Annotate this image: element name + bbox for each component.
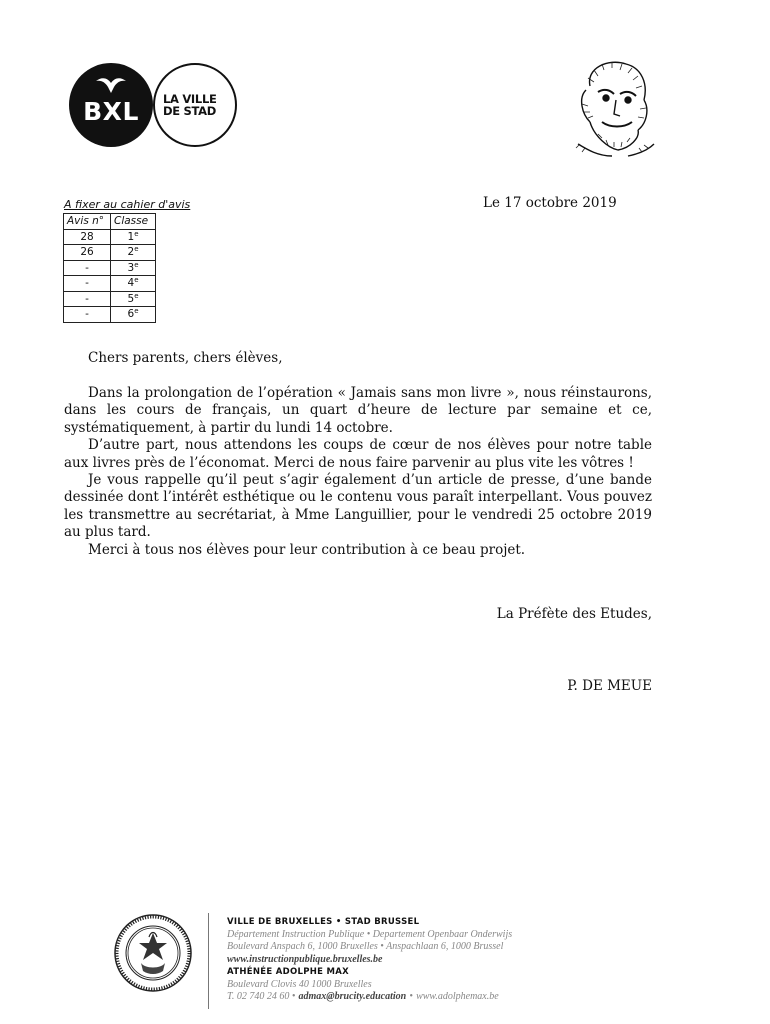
bxl-badge (69, 63, 153, 147)
notice-label: A fixer au cahier d'avis (64, 198, 191, 211)
avis-cell: - (64, 291, 111, 307)
logo-line-1: LA VILLE (163, 92, 217, 106)
city-seal-image (113, 913, 193, 993)
signature-title: La Préfète des Etudes, (496, 606, 652, 622)
table-row (64, 245, 156, 261)
logo-line-2: DE STAD (163, 104, 216, 118)
footer-city: VILLE DE BRUXELLES • STAD BRUSSEL (227, 917, 420, 927)
bird-icon (96, 77, 126, 93)
footer-school: ATHÉNÉE ADOLPHE MAX (227, 967, 349, 977)
avis-cell: - (64, 260, 111, 276)
avis-cell: - (64, 276, 111, 292)
paragraph: Je vous rappelle qu’il peut s’agir également d’un article de presse, d’une bande dessinée dont l’intérêt esthétique ou le contenu vous paraît interpellant. Vous pouvez les transmettre au secrétariat, à Mme Languillier, pour le vendredi 25 octobre 2019 au plus tard. (64, 472, 652, 541)
table-row (64, 229, 156, 245)
classe-cell: 5e (111, 291, 156, 307)
footer-phone: T. 02 740 24 60 • (227, 991, 296, 1002)
avis-cell: 28 (64, 229, 111, 245)
classe-cell: 6e (111, 307, 156, 323)
classe-cell: 1e (111, 229, 156, 245)
letter-date: Le 17 octobre 2019 (483, 195, 617, 211)
bxl-logo (69, 63, 241, 141)
footer-address-2: Boulevard Clovis 40 1000 Bruxelles (227, 978, 372, 990)
footer-website-2: www.adolphemax.be (416, 991, 499, 1002)
footer-contact (227, 991, 627, 1004)
classe-cell: 3e (111, 260, 156, 276)
footer-address-1: Boulevard Anspach 6, 1000 Bruxelles • Anspachlaan 6, 1000 Brussel (227, 941, 504, 952)
table-row (64, 291, 156, 307)
footer (227, 916, 627, 1004)
avis-cell: - (64, 307, 111, 323)
paragraph: Dans la prolongation de l’opération « Jamais sans mon livre », nous réinstaurons, dans les cours de français, un quart d’heure de lecture par semaine et ce, systématiquement, à partir du lundi 14 octobre. (64, 385, 652, 436)
paragraph: Merci à tous nos élèves pour leur contribution à ce beau projet. (88, 541, 526, 558)
footer-website-1: www.instructionpublique.bruxelles.be (227, 953, 383, 965)
letter-body (64, 385, 652, 559)
table-row (64, 276, 156, 292)
table-row (64, 260, 156, 276)
footer-department: Département Instruction Publique • Departement Openbaar Onderwijs (227, 928, 513, 940)
footer-divider (208, 913, 209, 1009)
classe-cell: 4e (111, 276, 156, 292)
classe-cell: 2e (111, 245, 156, 261)
signature-name: P. DE MEUE (567, 678, 652, 694)
avis-cell: 26 (64, 245, 111, 261)
footer-separator: • (409, 991, 413, 1002)
header-avis: Avis n° (64, 214, 111, 230)
salutation: Chers parents, chers élèves, (88, 350, 283, 366)
bxl-text: BXL (83, 97, 139, 126)
ville-stad-badge (153, 63, 237, 147)
portrait-sketch-image (568, 56, 656, 158)
header-classe: Classe (111, 214, 156, 230)
paragraph: D’autre part, nous attendons les coups de cœur de nos élèves pour notre table aux livres près de l’économat. Merci de nous faire parvenir au plus vite les vôtres ! (64, 437, 652, 471)
footer-email: admax@brucity.education (298, 991, 407, 1002)
table-header-row (64, 214, 156, 230)
table-row (64, 307, 156, 323)
notice-table (63, 213, 156, 323)
